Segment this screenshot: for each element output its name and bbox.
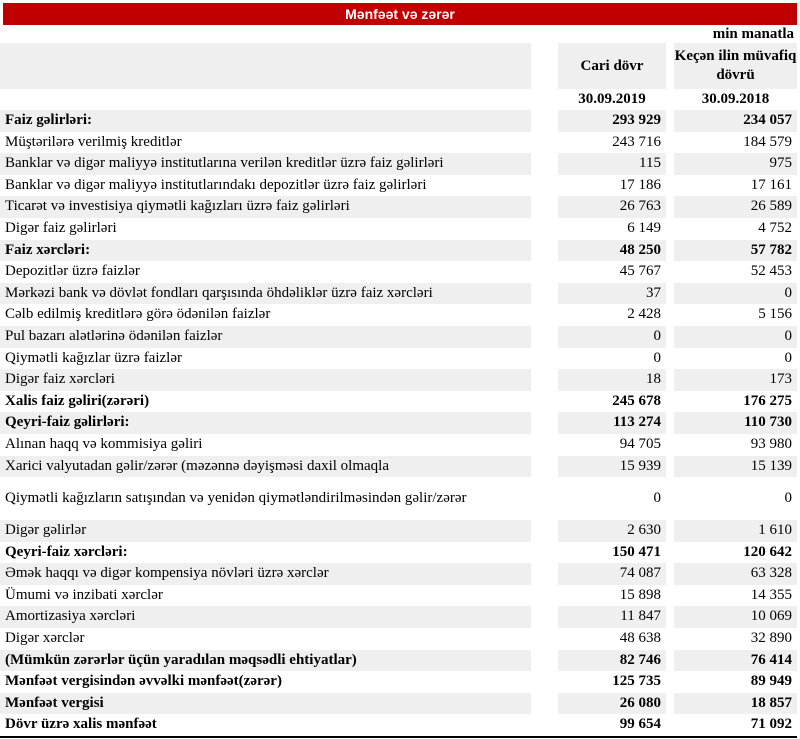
row-value-current: 45 767 [619, 263, 661, 280]
column-gap [666, 542, 674, 564]
corner-cell [0, 89, 531, 110]
corner-cell [0, 43, 531, 89]
row-value-current: 150 471 [612, 543, 661, 560]
column-gap [666, 153, 674, 175]
row-value-previous: 89 949 [750, 673, 792, 690]
column-date-previous: 30.09.2018 [701, 91, 770, 107]
table-row [0, 196, 797, 218]
row-value-previous: 71 092 [750, 716, 792, 733]
row-value-previous: 184 579 [743, 133, 792, 150]
row-label: Müştərilərə verilmiş kreditlər [5, 133, 182, 150]
row-label: Banklar və digər maliyyə institutlarındakı depozitlər üzrə faiz gəlirləri [5, 176, 427, 193]
table-row [0, 585, 797, 607]
column-gap [666, 628, 674, 650]
column-gap [531, 628, 558, 650]
row-label: Depozitlər üzrə faizlər [5, 263, 140, 280]
column-gap [666, 132, 674, 154]
row-value-current: 94 705 [619, 435, 661, 452]
column-gap [531, 153, 558, 175]
column-gap [531, 196, 558, 218]
column-gap [531, 477, 558, 520]
column-gap [531, 650, 558, 672]
table-dates-row [0, 89, 797, 110]
column-gap [666, 477, 674, 520]
row-value-current: 11 847 [558, 606, 666, 628]
column-gap [531, 542, 558, 564]
column-gap [666, 520, 674, 542]
row-label: Qiymətli kağızlar üzrə faizlər [5, 349, 182, 366]
row-value-previous: 10 069 [674, 606, 797, 628]
column-gap [531, 348, 558, 370]
column-gap [531, 563, 558, 585]
row-label: Qeyri-faiz xərcləri: [5, 543, 128, 560]
column-gap [531, 43, 558, 89]
row-label: Xalis faiz gəliri(zərəri) [5, 392, 150, 409]
row-value-previous: 17 161 [750, 176, 792, 193]
row-label: Faiz gəlirləri: [0, 110, 531, 132]
table-row [0, 693, 797, 715]
column-gap [666, 304, 674, 326]
row-value-previous: 57 782 [674, 240, 797, 262]
column-gap [531, 693, 558, 715]
row-value-current: 17 186 [619, 176, 661, 193]
row-value-current: 26 080 [558, 693, 666, 715]
row-value-current: 125 735 [612, 673, 661, 690]
column-gap [531, 283, 558, 305]
row-value-current: 15 898 [619, 586, 661, 603]
row-label: Alınan haqq və kommisiya gəliri [5, 435, 203, 452]
column-gap [666, 261, 674, 283]
row-value-previous: 63 328 [674, 563, 797, 585]
column-header-current: Cari dövr [558, 43, 666, 89]
column-gap [531, 434, 558, 456]
row-value-previous: 52 453 [750, 263, 792, 280]
table-row [0, 520, 797, 542]
column-gap [666, 43, 674, 89]
row-label: (Mümkün zərərlər üçün yaradılan məqsədli ehtiyatlar) [0, 650, 531, 672]
row-label: Digər xərclər [5, 630, 85, 647]
column-gap [666, 434, 674, 456]
row-value-previous: 0 [674, 326, 797, 348]
table-row [0, 348, 797, 370]
row-label: Ümumi və inzibati xərclər [5, 586, 163, 603]
column-date-current: 30.09.2019 [578, 91, 646, 107]
row-value-previous: 975 [674, 153, 797, 175]
column-gap [666, 369, 674, 391]
column-gap [666, 412, 674, 434]
column-gap [666, 650, 674, 672]
column-gap [666, 456, 674, 478]
table-row [0, 110, 797, 132]
column-gap [531, 369, 558, 391]
row-label: Dövr üzrə xalis mənfəət [5, 716, 157, 733]
row-value-previous: 0 [674, 283, 797, 305]
column-gap [666, 110, 674, 132]
row-value-current: 0 [653, 349, 661, 366]
column-gap [666, 175, 674, 197]
table-row [0, 714, 797, 736]
table-body [0, 110, 800, 736]
row-value-current: 82 746 [558, 650, 666, 672]
table-row [0, 132, 797, 154]
column-gap [531, 326, 558, 348]
column-gap [666, 585, 674, 607]
column-gap [666, 218, 674, 240]
column-gap [666, 714, 674, 736]
row-label: Digər faiz xərcləri [0, 369, 531, 391]
report-title: Mənfəət və zərər [345, 6, 455, 22]
row-value-previous: 176 275 [743, 392, 792, 409]
table-row [0, 606, 797, 628]
column-gap [531, 606, 558, 628]
column-gap [531, 456, 558, 478]
row-value-current: 0 [558, 326, 666, 348]
row-label: Qiymətli kağızların satışından və yenidən qiymətləndirilməsindən gəlir/zərər [5, 490, 467, 507]
row-label: Pul bazarı alətlərinə ödənilən faizlər [0, 326, 531, 348]
row-value-previous: 14 355 [750, 586, 792, 603]
row-value-previous: 234 057 [674, 110, 797, 132]
row-value-previous: 15 139 [674, 456, 797, 478]
column-gap [531, 585, 558, 607]
column-gap [531, 89, 558, 110]
unit-note: min manatla [712, 26, 794, 42]
row-label: Ticarət və investisiya qiymətli kağızları üzrə faiz gəlirləri [0, 196, 531, 218]
row-value-current: 18 [558, 369, 666, 391]
table-row [0, 542, 797, 564]
row-value-previous: 0 [784, 490, 792, 507]
column-header-previous: Keçən ilin müvafiq dövrü [674, 43, 797, 89]
row-label: Amortizasiya xərcləri [0, 606, 531, 628]
row-value-previous: 1 610 [674, 520, 797, 542]
column-gap [531, 240, 558, 262]
column-gap [531, 671, 558, 693]
table-row [0, 650, 797, 672]
row-label: Faiz xərcləri: [0, 240, 531, 262]
column-gap [531, 391, 558, 413]
column-gap [531, 132, 558, 154]
table-row [0, 283, 797, 305]
row-value-current: 0 [653, 490, 661, 507]
column-gap [666, 348, 674, 370]
table-row [0, 304, 797, 326]
table-header-row [0, 43, 797, 89]
column-gap [666, 606, 674, 628]
row-label: Mənfəət vergisi [0, 693, 531, 715]
column-gap [666, 671, 674, 693]
row-value-previous: 4 752 [758, 219, 792, 236]
row-value-previous: 76 414 [674, 650, 797, 672]
row-value-current: 48 250 [558, 240, 666, 262]
table-row [0, 240, 797, 262]
table-row [0, 326, 797, 348]
row-label: Banklar və digər maliyyə institutlarına verilən kreditlər üzrə faiz gəlirləri [0, 153, 531, 175]
row-value-current: 243 716 [612, 133, 661, 150]
table-row [0, 412, 797, 434]
row-value-current: 37 [558, 283, 666, 305]
column-gap [531, 175, 558, 197]
column-gap [666, 283, 674, 305]
column-gap [531, 714, 558, 736]
row-label: Qeyri-faiz gəlirləri: [0, 412, 531, 434]
column-gap [666, 563, 674, 585]
column-gap [666, 240, 674, 262]
table-row [0, 261, 797, 283]
table-row [0, 175, 797, 197]
table-row [0, 671, 797, 693]
row-label: Digər faiz gəlirləri [5, 219, 117, 236]
column-gap [666, 391, 674, 413]
row-value-current: 48 638 [619, 630, 661, 647]
column-gap [531, 110, 558, 132]
row-value-current: 26 763 [558, 196, 666, 218]
row-label: Digər gəlirlər [0, 520, 531, 542]
column-gap [666, 196, 674, 218]
row-label: Xarici valyutadan gəlir/zərər (məzənnə dəyişməsi daxil olmaqla [0, 456, 531, 478]
column-gap [531, 218, 558, 240]
table-row [0, 456, 797, 478]
row-value-current: 99 654 [619, 716, 661, 733]
column-gap [666, 89, 674, 110]
row-value-previous: 120 642 [743, 543, 792, 560]
row-value-previous: 26 589 [674, 196, 797, 218]
row-value-current: 113 274 [558, 412, 666, 434]
table-row [0, 628, 797, 650]
table-row [0, 391, 797, 413]
column-gap [531, 261, 558, 283]
row-value-current: 74 087 [558, 563, 666, 585]
row-value-current: 293 929 [558, 110, 666, 132]
row-value-current: 15 939 [558, 456, 666, 478]
table-row [0, 153, 797, 175]
row-label: Mərkəzi bank və dövlət fondları qarşısında öhdəliklər üzrə faiz xərcləri [0, 283, 531, 305]
row-label: Mənfəət vergisindən əvvəlki mənfəət(zərər) [5, 673, 282, 690]
table-row [0, 218, 797, 240]
row-value-current: 115 [558, 153, 666, 175]
row-value-current: 6 149 [627, 219, 661, 236]
column-gap [531, 520, 558, 542]
row-value-current: 2 428 [627, 306, 661, 323]
table-row [0, 369, 797, 391]
column-gap [531, 304, 558, 326]
row-value-previous: 0 [784, 349, 792, 366]
row-value-previous: 93 980 [750, 435, 792, 452]
row-value-current: 2 630 [558, 520, 666, 542]
row-value-previous: 110 730 [674, 412, 797, 434]
column-gap [666, 693, 674, 715]
table-bottom-rule [0, 736, 797, 738]
row-value-previous: 32 890 [750, 630, 792, 647]
table-row [0, 434, 797, 456]
row-value-previous: 173 [674, 369, 797, 391]
table-row [0, 477, 797, 520]
row-value-current: 245 678 [612, 392, 661, 409]
column-gap [666, 326, 674, 348]
row-value-previous: 18 857 [674, 693, 797, 715]
report-title-bar [3, 3, 797, 25]
row-label: Cəlb edilmiş kreditlərə görə ödənilən faizlər [5, 306, 271, 323]
table-row [0, 563, 797, 585]
row-label: Əmək haqqı və digər kompensiya növləri üzrə xərclər [0, 563, 531, 585]
row-value-previous: 5 156 [758, 306, 792, 323]
column-gap [531, 412, 558, 434]
